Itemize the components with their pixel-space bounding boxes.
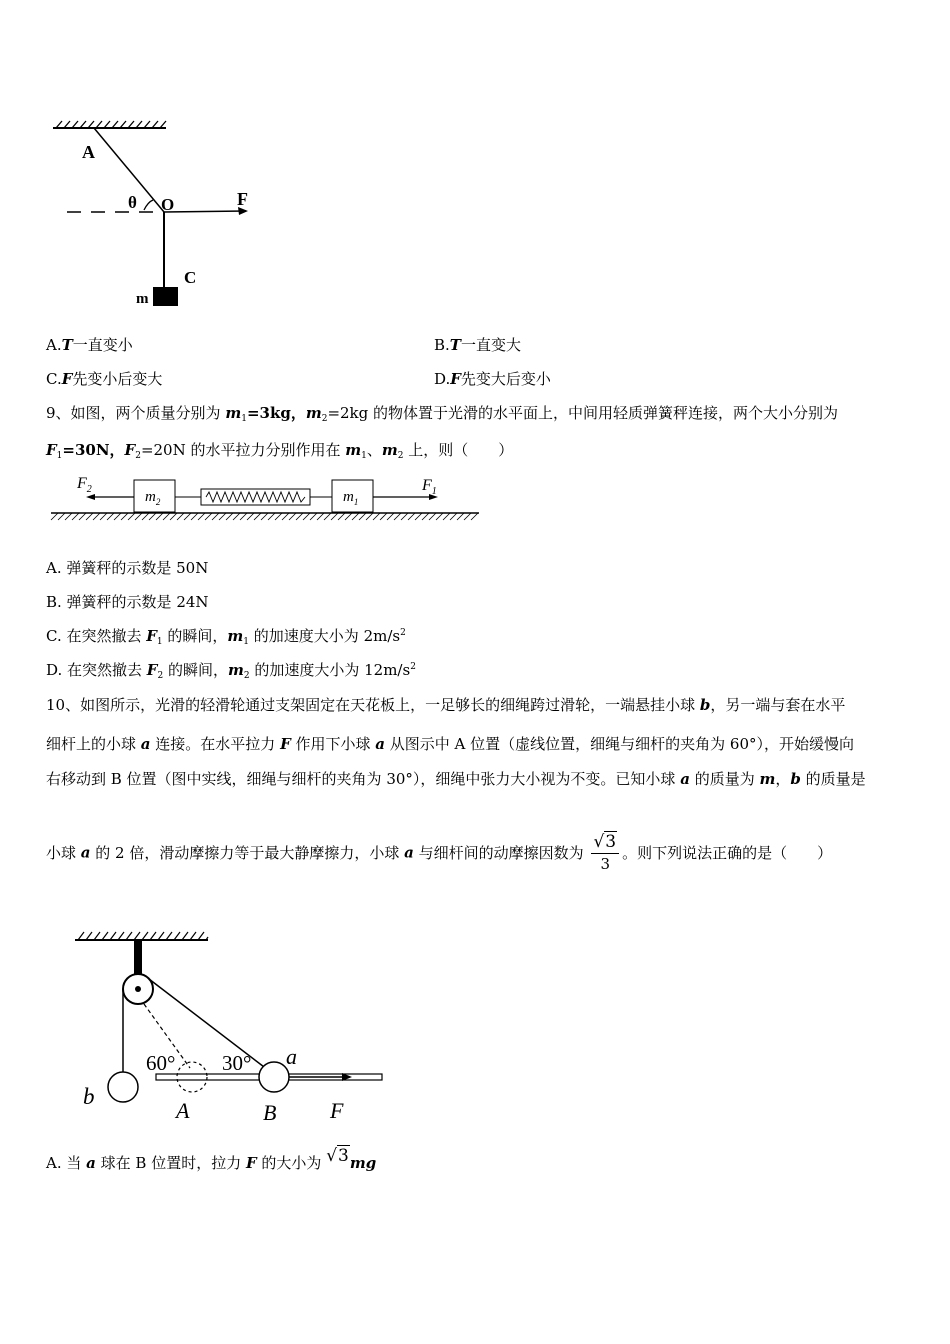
q8-option-a: A.T一直变小 xyxy=(46,336,133,354)
label-force-f: F xyxy=(330,1098,344,1123)
label-ball-a: a xyxy=(286,1044,297,1069)
q9-stem-line-2: $F_1=30N$，$F_2=20N$ 的水平拉力分别作用在 $m_1$、$m_2$ 上，则（ ） xyxy=(46,441,514,461)
label-f1: $F_1$ xyxy=(422,477,437,497)
mass-block xyxy=(153,287,178,306)
q9-stem-line-1: 9、如图，两个质量分别为 $m_1=3kg$，$m_2=2kg$ 的物体置于光滑的水平面上，中间用轻质弹簧秤连接，两个大小分别为 xyxy=(46,404,839,424)
label-m: m xyxy=(136,291,149,307)
q9-option-d: D. 在突然撤去 $F_2$ 的瞬间，$m_2$ 的加速度大小为 $12m/s^2$ xyxy=(46,661,416,681)
label-pos-a: A xyxy=(176,1098,190,1123)
ball-b xyxy=(108,1072,138,1102)
label-30deg: 30° xyxy=(222,1051,252,1075)
q8-option-d: D.F先变大后变小 xyxy=(434,370,551,388)
figure-1-diagram xyxy=(40,110,280,315)
label-f: F xyxy=(237,189,248,209)
label-c: C xyxy=(184,268,197,287)
pulley-bracket xyxy=(134,940,142,974)
theta-arc xyxy=(144,200,153,210)
label-ball-b: b xyxy=(83,1084,95,1109)
q10-stem-line-2: 细杆上的小球 a 连接。在水平拉力 F 作用下小球 a 从图示中 A 位置（虚线位置，细绳与细杆的夹角为 60°），开始缓慢向 xyxy=(46,735,854,753)
label-o: O xyxy=(161,195,175,214)
q9-option-a: A. 弹簧秤的示数是 50N xyxy=(46,559,209,577)
force-f-arrow xyxy=(164,211,246,212)
q8-option-b: B.T一直变大 xyxy=(434,336,521,354)
figure-2-diagram xyxy=(46,470,486,525)
sqrt-3: √3 xyxy=(326,1146,349,1166)
q9-option-c: C. 在突然撤去 $F_1$ 的瞬间，$m_1$ 的加速度大小为 $2m/s^2$ xyxy=(46,627,406,647)
mu-fraction: $\frac{√3}{3}$ xyxy=(591,832,619,873)
label-pos-b: B xyxy=(263,1100,277,1125)
ball-a xyxy=(259,1062,289,1092)
q10-stem-line-4: 小球 a 的 2 倍，滑动摩擦力等于最大静摩擦力，小球 a 与细杆间的动摩擦因数为 $\frac{√3}{3}$ 。则下列说法正确的是（ ） xyxy=(46,832,833,873)
label-m1: $m_1$ xyxy=(343,489,359,507)
q10-stem-line-1: 10、如图所示，光滑的轻滑轮通过支架固定在天花板上，一足够长的细绳跨过滑轮，一端悬挂小球 b，另一端与套在水平 xyxy=(46,696,846,714)
label-f2: $F_2$ xyxy=(77,475,92,495)
figure-3-diagram xyxy=(60,922,400,1132)
q9-option-b: B. 弹簧秤的示数是 24N xyxy=(46,593,209,611)
spring-balance xyxy=(201,489,310,505)
q10-option-a: A. 当 a 球在 B 位置时，拉力 F 的大小为 √3mg xyxy=(46,1146,377,1172)
label-theta: θ xyxy=(128,193,137,212)
label-60deg: 60° xyxy=(146,1051,176,1075)
q8-option-c: C.F先变小后变大 xyxy=(46,370,163,388)
label-m2: $m_2$ xyxy=(145,489,161,507)
label-a: A xyxy=(82,142,95,162)
q10-stem-line-3: 右移动到 B 位置（图中实线，细绳与细杆的夹角为 30°），细绳中张力大小视为不变。已知小球 a 的质量为 m，b 的质量是 xyxy=(46,770,866,788)
